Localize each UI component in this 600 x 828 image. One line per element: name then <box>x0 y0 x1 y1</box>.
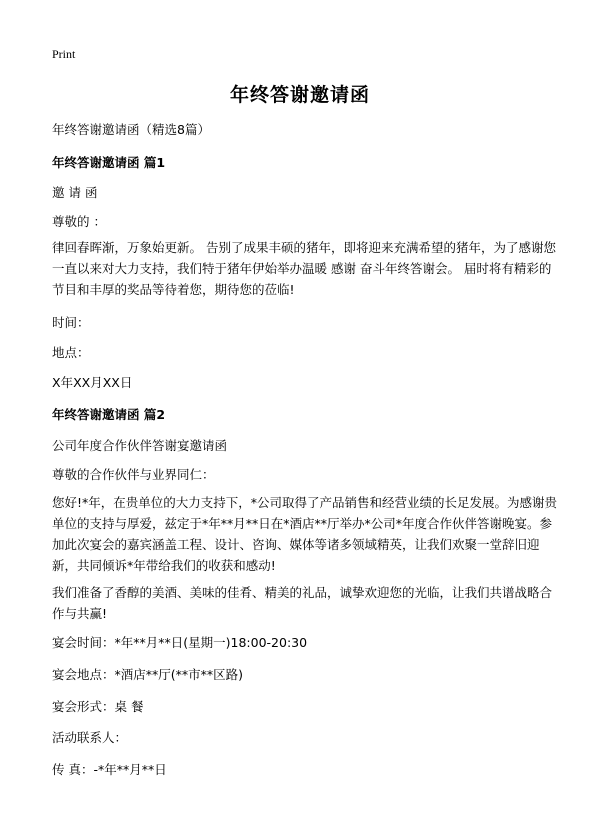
section1-date: X年XX月XX日 <box>52 375 133 390</box>
section1-salutation: 尊敬的 ： <box>52 214 106 229</box>
section2-subtitle: 公司年度合作伙伴答谢宴邀请函 <box>52 438 228 453</box>
section2-body2: 我们准备了香醇的美酒、美味的佳肴、精美的礼品，诚挚欢迎您的光临，让我们共谱战略合作与共赢! <box>52 585 553 621</box>
document-title: 年终答谢邀请函 <box>229 84 370 106</box>
section1-heading: 年终答谢邀请函 篇1 <box>52 155 166 170</box>
banquet-time: 宴会时间：*年**月**日(星期一)18:00-20:30 <box>52 635 308 650</box>
section2-salutation: 尊敬的合作伙伴与业界同仁： <box>52 467 215 482</box>
section1-body: 律回春晖渐，万象始更新。 告别了成果丰硕的猪年，即将迎来充满希望的猪年，为了感谢您一直以来对大力支持，我们特于猪年伊始举办温暖 感谢 奋斗年终答谢会。 届时将有精彩的节目和丰厚的奖品等待着您，期待您的莅临! <box>52 240 556 297</box>
section1-invite-label: 邀 请 函 <box>52 185 98 200</box>
section2-body1: 您好!*年，在贵单位的大力支持下，*公司取得了产品销售和经营业绩的长足发展。为感谢贵单位的支持与厚爱，兹定于*年**月**日在*酒店**厅举办*公司*年度合作伙伴答谢晚宴。参加此次宴会的嘉宾涵盖工程、设计、咨询、媒体等诸多领域精英，让我们欢聚一堂辞旧迎新，共同倾诉*年带给我们的收获和感动! <box>52 495 558 573</box>
fax-line: 传 真：-*年**月**日 <box>52 762 167 777</box>
section1-time-label: 时间： <box>52 315 90 330</box>
banquet-place: 宴会地点：*酒店**厅(**市**区路) <box>52 667 244 682</box>
section2-heading: 年终答谢邀请函 篇2 <box>52 407 166 422</box>
print-label[interactable]: Print <box>52 47 76 61</box>
banquet-form: 宴会形式：桌 餐 <box>52 699 144 714</box>
document-subtitle: 年终答谢邀请函（精选8篇） <box>52 122 210 137</box>
section1-place-label: 地点： <box>52 345 90 360</box>
contact-label: 活动联系人： <box>52 730 128 745</box>
